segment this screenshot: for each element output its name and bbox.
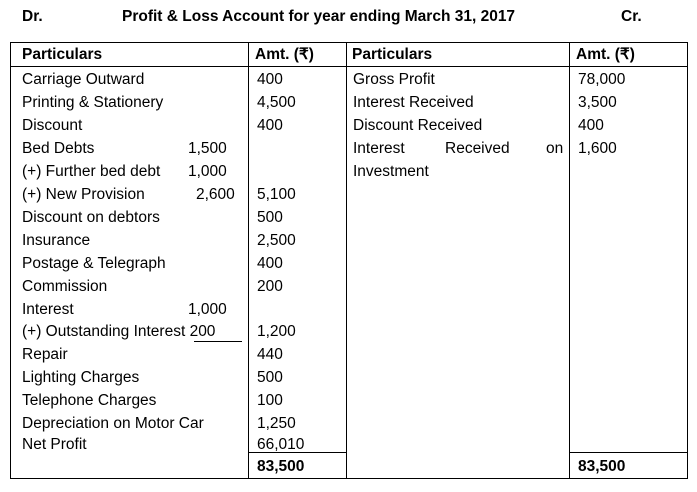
debit-particulars-header: Particulars [22,46,103,63]
bad-debts-value: 1,500 [188,140,227,157]
credit-total-rule [569,452,688,453]
carriage-outward-amount: 400 [257,71,283,88]
commission-amount: 200 [257,278,283,295]
net-profit-label: Net Profit [22,436,87,453]
interest-investment-word2: Received [445,140,510,157]
cr-label: Cr. [621,8,642,25]
credit-total: 83,500 [578,458,626,475]
discount-debtors-amount: 500 [257,209,283,226]
bad-debts-amount: 5,100 [257,186,296,203]
interest-amount: 1,200 [257,323,296,340]
column-header-rule [10,66,688,67]
depreciation-label: Depreciation on Motor Car [22,415,204,432]
ledger-bottom-border [10,478,688,479]
interest-investment-word1: Interest [353,140,405,157]
interest-received-amount: 3,500 [578,94,617,111]
debit-total: 83,500 [257,458,305,475]
gross-profit-amount: 78,000 [578,71,626,88]
discount-label: Discount [22,117,83,134]
interest-label: Interest [22,301,74,318]
depreciation-amount: 1,250 [257,415,296,432]
ledger-left-border [10,42,11,479]
interest-investment-amount: 1,600 [578,140,617,157]
insurance-amount: 2,500 [257,232,296,249]
bad-debts-label: Bed Debts [22,140,95,157]
credit-particulars-header: Particulars [352,46,433,63]
repair-label: Repair [22,346,68,363]
new-provision-label: (+) New Provision [22,186,145,203]
discount-received-label: Discount Received [353,117,483,134]
credit-amount-divider [569,42,570,479]
telephone-label: Telephone Charges [22,392,157,409]
gross-profit-label: Gross Profit [353,71,435,88]
discount-received-amount: 400 [578,117,604,134]
postage-amount: 400 [257,255,283,272]
outstanding-interest-label: (+) Outstanding Interest 200 [22,323,216,340]
lighting-label: Lighting Charges [22,369,140,386]
interest-value: 1,000 [188,301,227,318]
dr-label: Dr. [22,8,43,25]
ledger-right-border [687,42,688,479]
further-bad-debt-label: (+) Further bed debt [22,163,161,180]
printing-amount: 4,500 [257,94,296,111]
interest-received-label: Interest Received [353,94,474,111]
commission-label: Commission [22,278,108,295]
discount-amount: 400 [257,117,283,134]
debit-amount-divider [248,42,249,479]
net-profit-amount: 66,010 [257,436,305,453]
account-title: Profit & Loss Account for year ending March 31, 2017 [122,8,516,25]
new-provision-value: 2,600 [196,186,235,203]
debit-amount-header: Amt. (₹) [255,46,314,63]
credit-amount-header: Amt. (₹) [576,46,635,63]
further-bad-debt-value: 1,000 [188,163,227,180]
discount-debtors-label: Discount on debtors [22,209,160,226]
telephone-amount: 100 [257,392,283,409]
profit-loss-ledger [10,42,688,479]
insurance-label: Insurance [22,232,91,249]
carriage-outward-label: Carriage Outward [22,71,145,88]
postage-label: Postage & Telegraph [22,255,166,272]
printing-label: Printing & Stationery [22,94,164,111]
interest-investment-word3: on [546,140,564,157]
repair-amount: 440 [257,346,283,363]
lighting-amount: 500 [257,369,283,386]
debit-credit-divider [346,42,347,479]
interest-investment-line2: Investment [353,163,429,180]
